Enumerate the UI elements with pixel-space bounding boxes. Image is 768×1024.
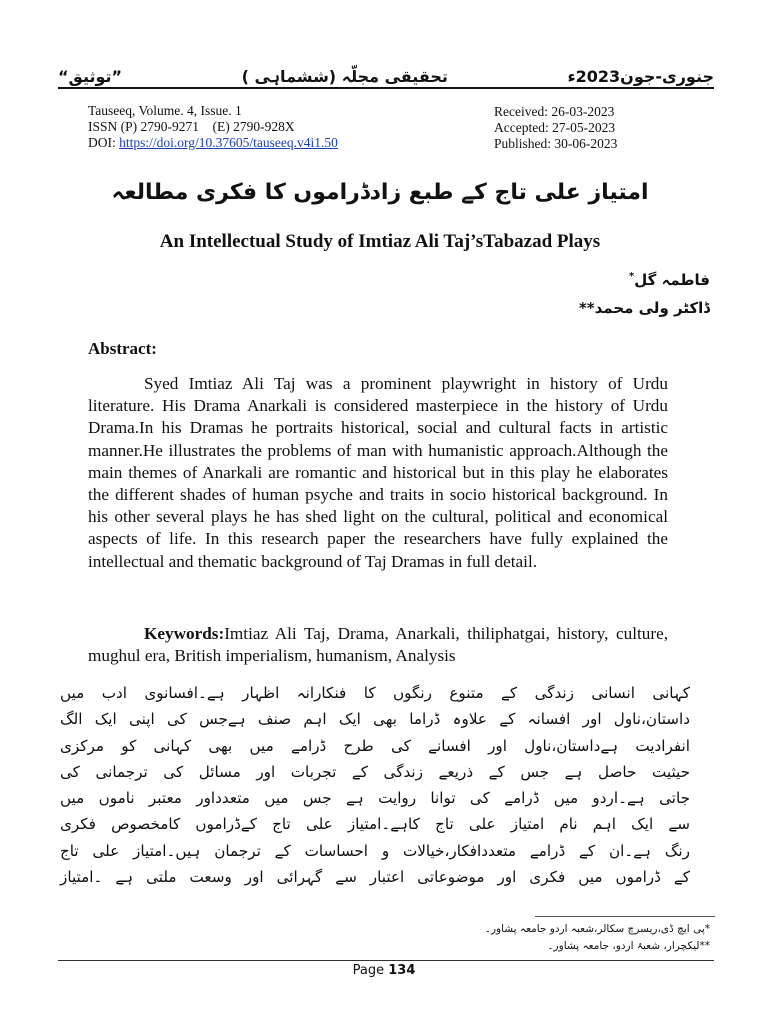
page-number — [0, 963, 768, 978]
keywords — [88, 623, 668, 667]
issue-period: جنوری-جون2023ء — [567, 67, 714, 86]
footnote-2: **لیکچرار، شعبۂ اردو، جامعہ پشاور۔ — [547, 940, 710, 952]
body-line: رنگ ہے۔ان کے ڈرامے متعددافکار،خیالات و احساسات کے ترجمان ہیں۔امتیاز علی تاج — [60, 841, 690, 860]
body-line: کہانی انسانی زندگی کے متنوع رنگوں کا فنکارانہ اظہار ہے۔افسانوی ادب میں — [60, 684, 690, 702]
body-line: داستان،ناول اور افسانہ کے علاوہ ڈراما بھی ایک اہم صنف ہےجس کی اپنی ایک الگ — [60, 710, 690, 729]
journal-type: تحقیقی مجلّہ (ششماہی ) — [241, 67, 448, 86]
body-line: سے ایک اہم نام امتیاز علی تاج کاہے۔امتیاز علی تاج کےڈراموں کامخصوص فکری — [60, 815, 690, 834]
author-2-name: ڈاکٹر ولی محمد — [594, 299, 710, 317]
doi-link[interactable]: https://doi.org/10.37605/tauseeq.v4i1.50 — [119, 135, 338, 150]
article-metadata — [88, 103, 418, 151]
author-1-name: فاطمہ گل — [634, 271, 710, 289]
keywords-label: Keywords: — [144, 624, 225, 643]
header-rule — [58, 87, 714, 89]
body-urdu — [60, 680, 690, 890]
accepted-date: Accepted: 27-05-2023 — [494, 120, 616, 135]
abstract-text: Syed Imtiaz Ali Taj was a prominent playwright in history of Urdu literature. His Drama Anarkali is considered masterpiece in the history of Urdu Drama.In his Dramas he portraits historical, social and cultural facts in artistic manner.He illustrates the problems of man with humanistic approach.Although the main themes of Anarkali are romantic and historical but in this play he elaborates the different shades of human psyche and traits in socio historical background. In his other several plays he has shed light on the cultural, political and economical aspects of life. In this research paper the researchers have fully explained the intellectual and thematic background of Taj Dramas in full detail. — [88, 374, 668, 571]
journal-name: ”توثیق“ — [58, 67, 123, 86]
author-1-mark: * — [629, 271, 635, 282]
abstract-heading: Abstract: — [88, 339, 157, 358]
page-number-value: 134 — [388, 963, 416, 978]
title-urdu: امتیاز علی تاج کے طبع زادڈراموں کا فکری مطالعہ — [111, 180, 649, 205]
author-2-mark: ** — [578, 299, 595, 317]
doi-line — [88, 135, 418, 151]
issn-line: ISSN (P) 2790-9271 (E) 2790-928X — [88, 119, 295, 134]
footnote-rule — [535, 916, 715, 917]
footnotes — [70, 921, 710, 955]
author-2 — [579, 299, 710, 317]
keywords-text: Imtiaz Ali Taj, Drama, Anarkali, thiliphatgai, history, culture, mughul era, British imperialism, humanism, Analysis — [88, 624, 668, 666]
volume-line: Tauseeq, Volume. 4, Issue. 1 — [88, 103, 242, 118]
body-line: جاتی ہے۔اردو میں ڈرامے کی توانا روایت ہے جس میں متعدداور معتبر ناموں میں — [60, 789, 690, 808]
footer-rule — [58, 960, 714, 961]
body-line: کے ڈراموں میں فکری اور موضوعاتی اعتبار سے گہرائی اور وسعت ملتی ہے ۔امتیاز — [60, 868, 690, 887]
page-label: Page — [352, 963, 389, 978]
footnote-1: *پی ایچ ڈی،ریسرچ سکالر،شعبہ اردو جامعہ پشاور۔ — [484, 923, 710, 935]
doi-label: DOI: — [88, 135, 120, 150]
received-date: Received: 26-03-2023 — [494, 104, 615, 119]
author-1 — [629, 271, 710, 289]
published-date: Published: 30-06-2023 — [494, 136, 618, 151]
article-dates — [494, 104, 694, 152]
body-line: انفرادیت ہےداستان،ناول اور افسانے کی طرح ڈرامے میں بھی کہانی کو مرکزی — [60, 736, 690, 755]
body-line: حیثیت حاصل ہے جس کے ذریعے زندگی کے تجربات اور مسائل کی ترجمانی کی — [60, 762, 690, 781]
title-english: An Intellectual Study of Imtiaz Ali Taj’sTabazad Plays — [159, 231, 601, 252]
running-header — [58, 58, 714, 86]
